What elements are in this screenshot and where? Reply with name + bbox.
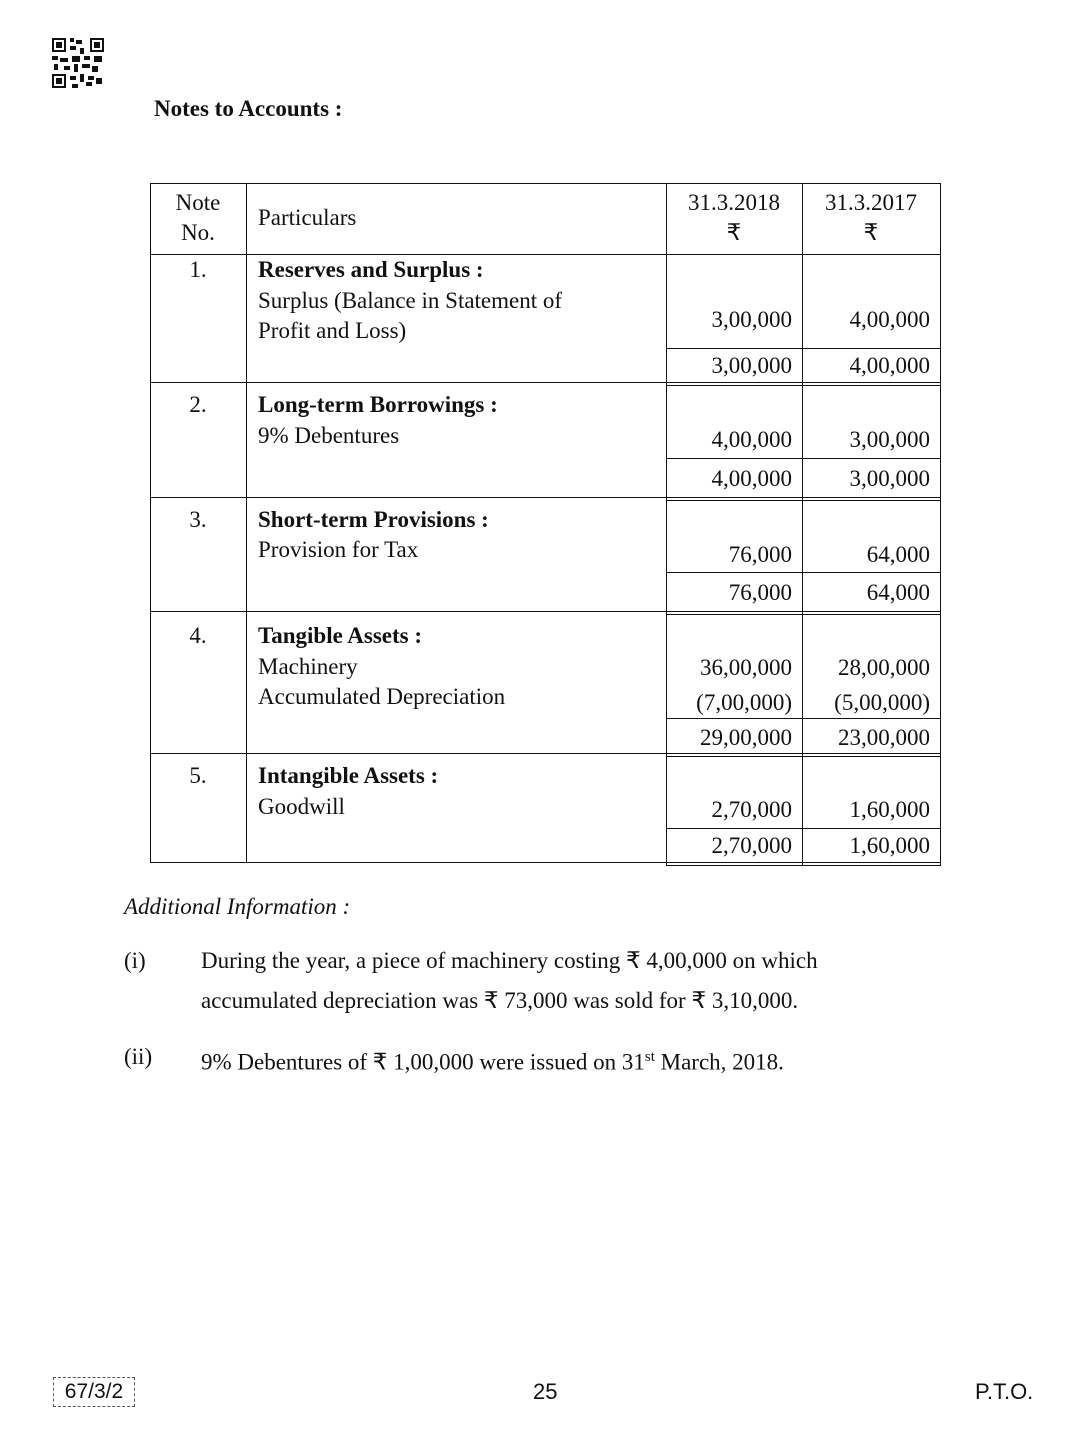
total-2017: 64,000 xyxy=(866,580,930,605)
value-2018: 36,00,000 xyxy=(700,655,792,680)
header-note-no: Note No. xyxy=(175,190,221,245)
total-2017: 3,00,000 xyxy=(849,466,930,491)
total-2018: 3,00,000 xyxy=(711,353,792,378)
value-2018: 76,000 xyxy=(728,542,792,567)
additional-info-heading: Additional Information : xyxy=(124,894,351,919)
total-2017: 1,60,000 xyxy=(849,833,930,858)
note-number: 1. xyxy=(189,257,207,282)
item-label: Machinery xyxy=(258,654,358,679)
total-2018: 76,000 xyxy=(728,580,792,605)
header-particulars: Particulars xyxy=(258,205,357,230)
value-2017: 28,00,000 xyxy=(838,655,930,680)
paper-code: 67/3/2 xyxy=(53,1377,135,1407)
item-label: Goodwill xyxy=(258,794,345,819)
item-label: Surplus (Balance in Statement of xyxy=(258,288,563,313)
additional-item-text: 9% Debentures of ₹ 1,00,000 were issued on 31st March, 2018. xyxy=(201,1049,784,1075)
additional-item-text: accumulated depreciation was ₹ 73,000 was sold for ₹ 3,10,000. xyxy=(201,988,799,1013)
note-heading: Short-term Provisions : xyxy=(258,507,489,532)
total-2018: 4,00,000 xyxy=(711,466,792,491)
note-heading: Reserves and Surplus : xyxy=(258,257,484,282)
notes-table xyxy=(150,183,941,865)
value-2017: (5,00,000) xyxy=(834,690,930,715)
qr-code-icon xyxy=(52,38,104,88)
value-2018: 2,70,000 xyxy=(711,797,792,822)
note-number: 3. xyxy=(189,507,207,532)
page-number: 25 xyxy=(533,1379,558,1404)
item-label: Accumulated Depreciation xyxy=(258,684,506,709)
note-number: 4. xyxy=(189,623,207,648)
note-heading: Long-term Borrowings : xyxy=(258,392,498,417)
additional-item-text: During the year, a piece of machinery costing ₹ 4,00,000 on which xyxy=(201,948,818,973)
value-2017: 1,60,000 xyxy=(849,797,930,822)
item-label: 9% Debentures xyxy=(258,423,400,448)
value-2017: 4,00,000 xyxy=(849,307,930,332)
rupee-icon: ₹ xyxy=(863,220,879,245)
header-2018: 31.3.2018 ₹ xyxy=(666,188,802,248)
please-turn-over: P.T.O. xyxy=(975,1379,1034,1404)
item-label: Profit and Loss) xyxy=(258,318,407,343)
additional-item-marker: (ii) xyxy=(124,1044,153,1069)
total-2018: 29,00,000 xyxy=(700,725,792,750)
value-2018: 3,00,000 xyxy=(711,307,792,332)
note-number: 2. xyxy=(189,392,207,417)
value-2018: 4,00,000 xyxy=(711,427,792,452)
rupee-icon: ₹ xyxy=(726,220,742,245)
additional-item-marker: (i) xyxy=(124,948,146,973)
header-2017: 31.3.2017 ₹ xyxy=(802,188,940,248)
page-title: Notes to Accounts : xyxy=(154,96,343,121)
note-number: 5. xyxy=(189,763,207,788)
value-2017: 64,000 xyxy=(866,542,930,567)
total-2017: 23,00,000 xyxy=(838,725,930,750)
note-heading: Tangible Assets : xyxy=(258,623,423,648)
value-2018: (7,00,000) xyxy=(696,690,792,715)
total-2017: 4,00,000 xyxy=(849,353,930,378)
note-heading: Intangible Assets : xyxy=(258,763,439,788)
item-label: Provision for Tax xyxy=(258,537,419,562)
total-2018: 2,70,000 xyxy=(711,833,792,858)
value-2017: 3,00,000 xyxy=(849,427,930,452)
